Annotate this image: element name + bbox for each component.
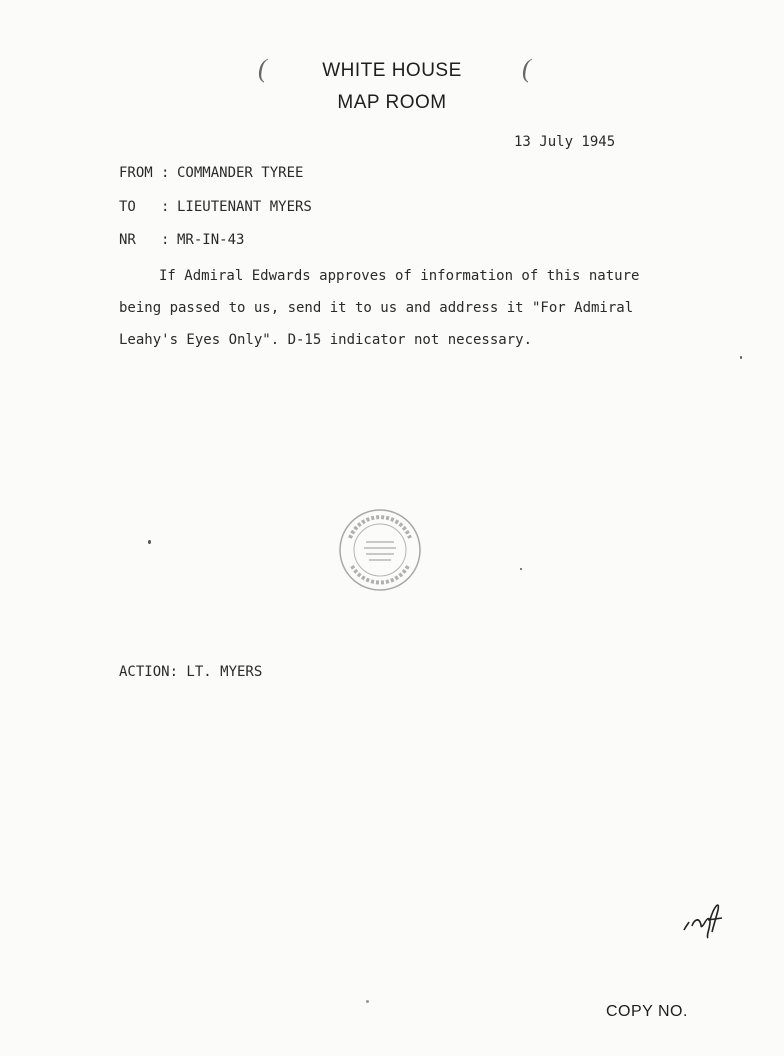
to-value: LIEUTENANT MYERS bbox=[177, 199, 312, 215]
from-row bbox=[119, 165, 303, 181]
header-map-room: MAP ROOM bbox=[337, 92, 447, 113]
to-separator: : bbox=[161, 199, 170, 215]
to-row bbox=[119, 199, 312, 215]
nr-value: MR-IN-43 bbox=[177, 232, 245, 248]
header-white-house: WHITE HOUSE bbox=[322, 60, 462, 81]
handwritten-initials-icon bbox=[680, 896, 726, 940]
from-label: FROM bbox=[119, 165, 153, 181]
speck-mark bbox=[520, 568, 522, 570]
speck-mark bbox=[366, 1000, 369, 1003]
archive-stamp-icon bbox=[338, 508, 422, 592]
document-date: 13 July 1945 bbox=[514, 134, 616, 150]
message-body bbox=[119, 260, 679, 356]
copy-number-label: COPY NO. bbox=[606, 1003, 688, 1020]
nr-label: NR bbox=[119, 232, 136, 248]
nr-separator: : bbox=[161, 232, 170, 248]
to-label: TO bbox=[119, 199, 136, 215]
nr-row bbox=[119, 232, 244, 248]
speck-mark bbox=[148, 540, 151, 544]
from-separator: : bbox=[161, 165, 170, 181]
bracket-mark-left: ( bbox=[258, 54, 267, 83]
from-value: COMMANDER TYREE bbox=[177, 165, 304, 181]
speck-mark bbox=[740, 356, 742, 359]
bracket-mark-right: ( bbox=[522, 54, 531, 83]
message-body-text: If Admiral Edwards approves of information of this nature being passed to us, send it to us and address it "For Admiral Leahy's Eyes Only". D-15 indicator not necessary. bbox=[119, 268, 640, 348]
action-line: ACTION: LT. MYERS bbox=[119, 664, 263, 680]
